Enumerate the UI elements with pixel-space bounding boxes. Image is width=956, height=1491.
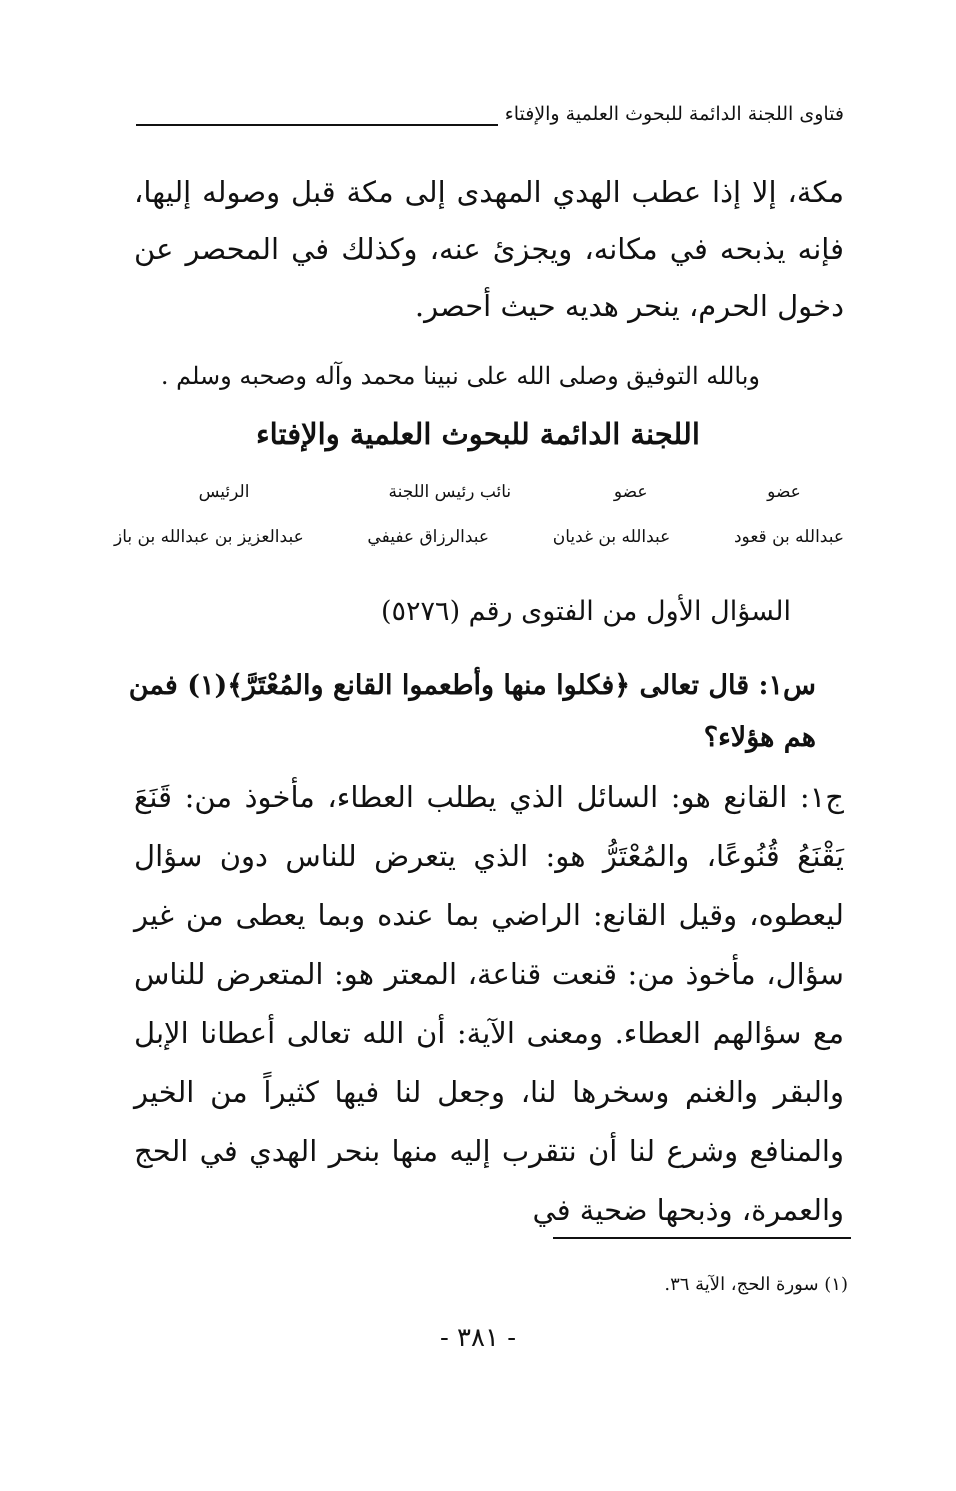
- signatory-name: عبدالعزيز بن عبدالله بن باز: [114, 527, 304, 547]
- running-header-title: فتاوى اللجنة الدائمة للبحوث العلمية والإفتاء: [504, 103, 844, 125]
- signatory-name: عبدالله بن قعود: [733, 527, 844, 547]
- signatory-names: [114, 527, 844, 547]
- footnote: (١) سورة الحج، الآية ٣٦.: [664, 1274, 848, 1295]
- fatwa-question-heading: السؤال الأول من الفتوى رقم (٥٢٧٦): [381, 596, 791, 627]
- signatory-name: عبدالرزاق عفيفي: [367, 527, 490, 547]
- signatory-role: الرئيس: [198, 482, 250, 502]
- header-rule: [136, 124, 498, 126]
- committee-title: اللجنة الدائمة للبحوث العلمية والإفتاء: [256, 417, 700, 451]
- signatory-roles: [114, 482, 844, 502]
- running-header: [136, 103, 844, 133]
- signatory-role: نائب رئيس اللجنة: [388, 482, 512, 502]
- page-number: - ٣٨١ -: [439, 1323, 517, 1353]
- paragraph-continuation: مكة، إلا إذا عطب الهدي المهدى إلى مكة قبل وصوله إليها، فإنه يذبحه في مكانه، ويجزئ عنه، وكذلك في المحصر عن دخول الحرم، ينحر هديه حيث أحصر.: [134, 175, 844, 323]
- signatory-role: عضو: [613, 482, 648, 502]
- signatory-role: عضو: [767, 482, 801, 502]
- answer-text: ج١: القانع هو: السائل الذي يطلب العطاء، مأخوذ من: قَنَعَ يَقْنَعُ قُنُوعًا، والمُعْتَرُّ هو: الذي يتعرض للناس دون سؤال ليعطوه، وقيل القانع: الراضي بما عنده وبما يعطى من غير سؤال، مأخوذ من: قنعت قناعة، المعتر هو: المتعرض للناس مع سؤالهم العطاء. ومعنى الآية: أن الله تعالى أعطانا الإبل والبقر والغنم وسخرها لنا، وجعل لنا فيها كثيراً من الخير والمنافع وشرع لنا أن نتقرب إليه منها بنحر الهدي في الحج والعمرة، وذبحها ضحية في: [134, 780, 844, 1227]
- question-text: س١: قال تعالى ﴿فكلوا منها وأطعموا القانع والمُعْتَرَّ﴾(١) فمن هم هؤلاء؟: [128, 670, 816, 753]
- closing-formula: وبالله التوفيق وصلى الله على نبينا محمد وآله وصحبه وسلم .: [160, 362, 760, 390]
- footnote-rule: [553, 1237, 851, 1239]
- signatory-name: عبدالله بن غديان: [552, 527, 671, 547]
